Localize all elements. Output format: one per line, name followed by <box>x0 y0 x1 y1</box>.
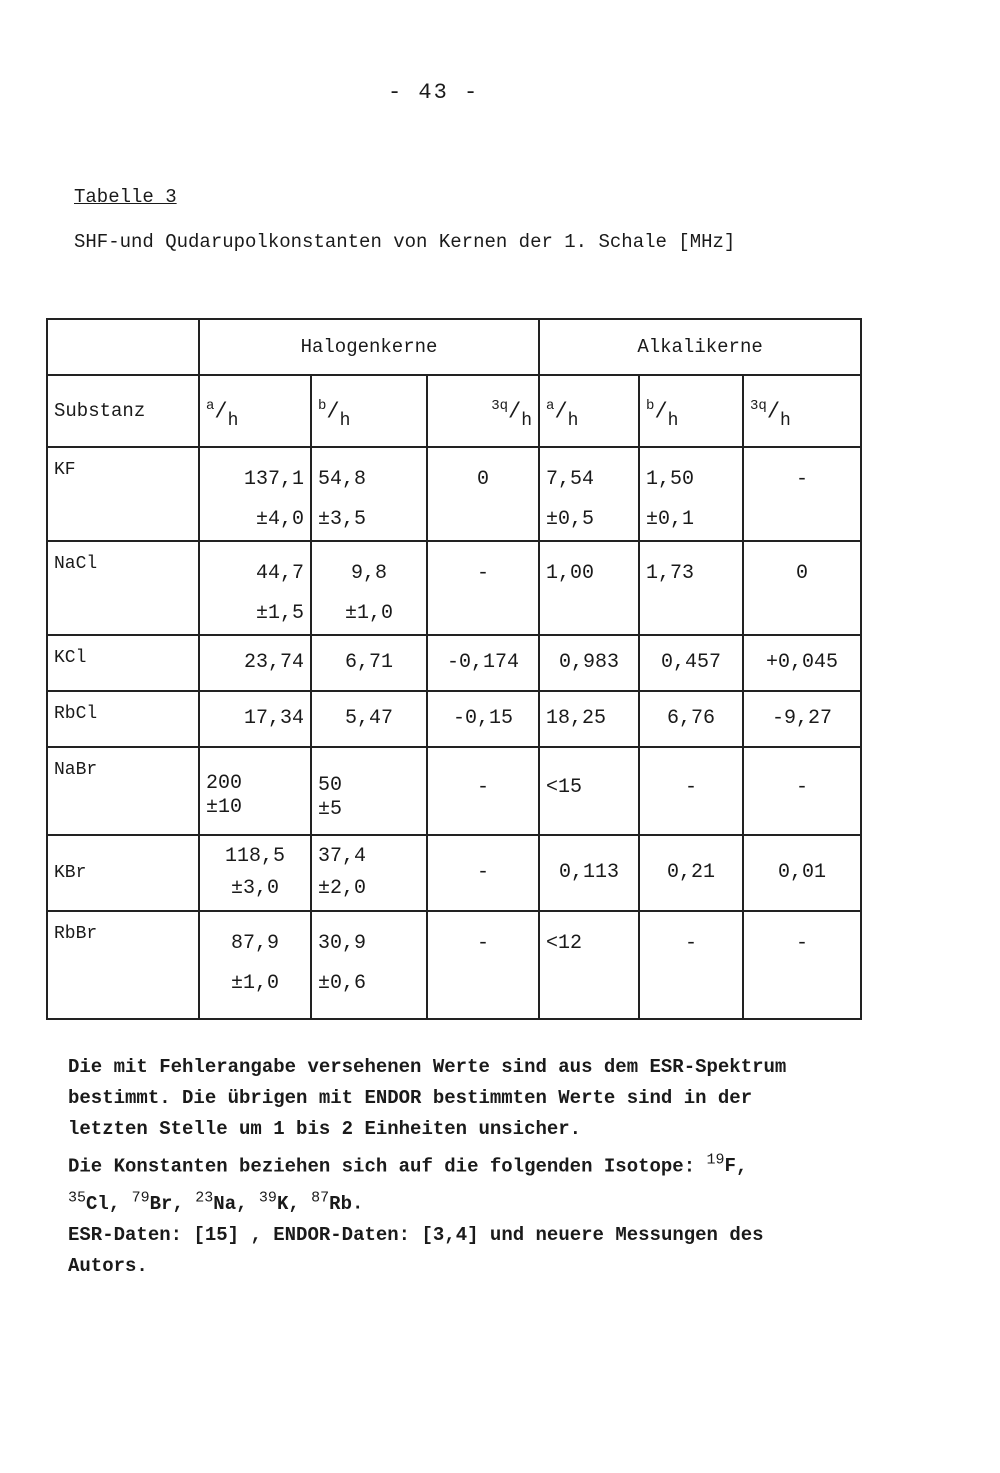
alkali-q-value: - <box>743 747 861 835</box>
table-label: Tabelle 3 <box>74 186 177 208</box>
alkali-q-value: - <box>743 911 861 1019</box>
halogen-b-value: 9,8 ±1,0 <box>311 541 427 635</box>
alkali-a-value: 0,113 <box>539 835 639 911</box>
alkali-q-value: 0 <box>743 541 861 635</box>
col-header-halogen-b: $^b/_h$ <box>311 375 427 447</box>
isotope: $^{87}$Rb <box>311 1189 352 1215</box>
alkali-a-value: 18,25 <box>539 691 639 747</box>
table-row <box>47 541 861 635</box>
alkali-a-value: 7,54 ±0,5 <box>539 447 639 541</box>
halogen-a-value: 137,1 ±4,0 <box>199 447 311 541</box>
page-number: - 43 - <box>388 80 480 105</box>
halogen-b-value: 5,47 <box>311 691 427 747</box>
isotope: $^{39}$K <box>258 1189 289 1215</box>
halogen-q-value: - <box>427 911 539 1019</box>
corner-cell <box>47 319 199 375</box>
table-row <box>47 747 861 835</box>
footnotes <box>68 1052 888 1282</box>
note-line: Die mit Fehlerangabe versehenen Werte sind aus dem ESR-Spektrum <box>68 1056 787 1078</box>
alkali-q-value: -9,27 <box>743 691 861 747</box>
halogen-q-value: -0,174 <box>427 635 539 691</box>
halogen-a-value: 200 ±10 <box>199 747 311 835</box>
isotope-list: $^{35}$Cl, $^{79}$Br, $^{23}$Na, $^{39}$K, $^{87}$Rb. <box>68 1189 364 1215</box>
col-header-alkali-a: $^a/_h$ <box>539 375 639 447</box>
table-row <box>47 635 861 691</box>
col-header-halogen-a: $^a/_h$ <box>199 375 311 447</box>
halogen-q-value: 0 <box>427 447 539 541</box>
halogen-a-value: 118,5 ±3,0 <box>199 835 311 911</box>
substance-name: KCl <box>47 635 199 691</box>
halogen-b-value: 37,4 ±2,0 <box>311 835 427 911</box>
halogen-b-value: 6,71 <box>311 635 427 691</box>
table-caption: SHF-und Qudarupolkonstanten von Kernen der 1. Schale [MHz] <box>74 231 736 253</box>
group-header-alkali: Alkalikerne <box>539 319 861 375</box>
halogen-b-value: 30,9 ±0,6 <box>311 911 427 1019</box>
table-row <box>47 691 861 747</box>
halogen-q-value: - <box>427 541 539 635</box>
substance-name: NaCl <box>47 541 199 635</box>
isotope: $^{35}$Cl <box>68 1189 109 1215</box>
halogen-q-value: -0,15 <box>427 691 539 747</box>
alkali-b-value: 6,76 <box>639 691 743 747</box>
isotope: $^{19}$F <box>706 1152 736 1178</box>
note-line: Die Konstanten beziehen sich auf die folgenden Isotope: $^{19}$F, <box>68 1152 748 1178</box>
col-header-halogen-q: $^{3q}/_h$ <box>427 375 539 447</box>
table-row <box>47 835 861 911</box>
substance-name: NaBr <box>47 747 199 835</box>
note-line: Autors. <box>68 1254 148 1277</box>
constants-table <box>46 318 862 1020</box>
halogen-a-value: 87,9 ±1,0 <box>199 911 311 1019</box>
table-row <box>47 911 861 1019</box>
alkali-b-value: 1,73 <box>639 541 743 635</box>
alkali-b-value: - <box>639 911 743 1019</box>
halogen-q-value: - <box>427 835 539 911</box>
endor-reference: [3,4] <box>421 1223 479 1246</box>
group-header-halogen: Halogenkerne <box>199 319 539 375</box>
isotope: $^{79}$Br <box>131 1189 173 1215</box>
halogen-a-value: 44,7 ±1,5 <box>199 541 311 635</box>
note-line: letzten Stelle um 1 bis 2 Einheiten unsicher. <box>68 1118 582 1140</box>
note-line: bestimmt. Die übrigen mit ENDOR bestimmten Werte sind in der <box>68 1087 753 1109</box>
halogen-q-value: - <box>427 747 539 835</box>
alkali-q-value: +0,045 <box>743 635 861 691</box>
alkali-q-value: 0,01 <box>743 835 861 911</box>
alkali-a-value: 1,00 <box>539 541 639 635</box>
alkali-q-value: - <box>743 447 861 541</box>
alkali-b-value: 0,457 <box>639 635 743 691</box>
substance-name: KF <box>47 447 199 541</box>
halogen-a-value: 23,74 <box>199 635 311 691</box>
alkali-a-value: <15 <box>539 747 639 835</box>
alkali-b-value: 1,50 ±0,1 <box>639 447 743 541</box>
alkali-a-value: 0,983 <box>539 635 639 691</box>
esr-reference: [15] <box>193 1223 240 1246</box>
col-header-alkali-b: $^b/_h$ <box>639 375 743 447</box>
isotope: $^{23}$Na <box>195 1189 237 1215</box>
halogen-b-value: 50 ±5 <box>311 747 427 835</box>
alkali-b-value: 0,21 <box>639 835 743 911</box>
substance-name: KBr <box>47 835 199 911</box>
substance-name: RbBr <box>47 911 199 1019</box>
col-header-alkali-q: $^{3q}/_h$ <box>743 375 861 447</box>
substance-name: RbCl <box>47 691 199 747</box>
col-header-substanz: Substanz <box>47 375 199 447</box>
table-row <box>47 447 861 541</box>
halogen-a-value: 17,34 <box>199 691 311 747</box>
alkali-a-value: <12 <box>539 911 639 1019</box>
note-line: ESR-Daten: [15] , ENDOR-Daten: [3,4] und neuere Messungen des <box>68 1223 764 1246</box>
alkali-b-value: - <box>639 747 743 835</box>
halogen-b-value: 54,8 ±3,5 <box>311 447 427 541</box>
